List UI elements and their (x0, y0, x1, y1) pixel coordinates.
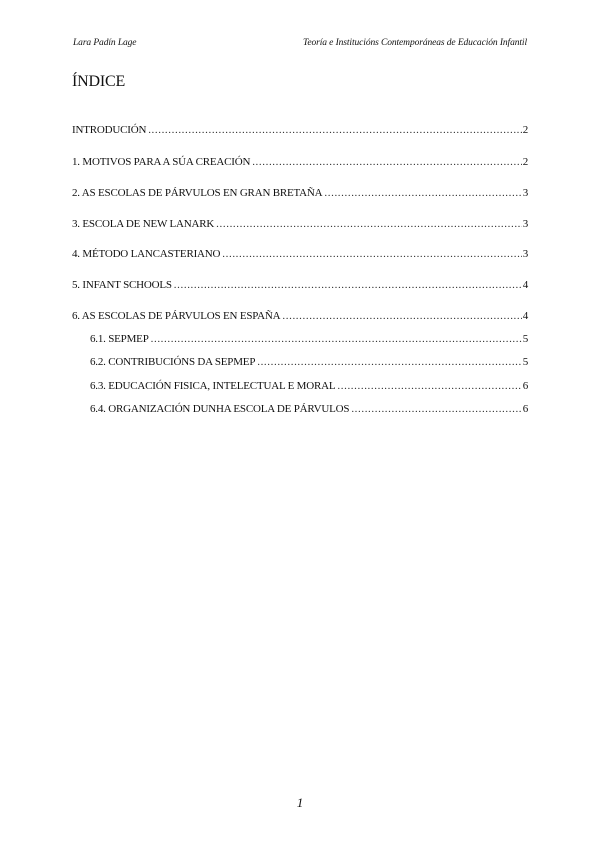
toc-leader-dots (252, 156, 521, 168)
toc-subentry[interactable] (90, 380, 528, 394)
toc-leader-dots (148, 124, 522, 136)
toc-entry-page: 3 (522, 187, 528, 199)
toc-subentry[interactable] (90, 356, 528, 370)
toc-entry-page: 5 (522, 356, 528, 368)
toc-leader-dots (337, 380, 521, 392)
toc-entry-page: 4 (522, 310, 528, 322)
toc-entry-label: INTRODUCIÓN (72, 124, 147, 136)
toc-leader-dots (174, 279, 522, 291)
toc-leader-dots (151, 333, 522, 345)
toc-entry-label: 6.4. ORGANIZACIÓN DUNHA ESCOLA DE PÁRVULOS (90, 403, 350, 415)
toc-entry-page: 6 (522, 403, 528, 415)
toc-subentry[interactable] (90, 403, 528, 417)
toc-entry-page: 2 (522, 156, 528, 168)
toc-entry-page: 3 (522, 218, 528, 230)
toc-entry[interactable] (72, 218, 528, 232)
toc-entry[interactable] (72, 310, 528, 324)
toc-entry-page: 5 (522, 333, 528, 345)
toc-entry-label: 6.2. CONTRIBUCIÓNS DA SEPMEP (90, 356, 256, 368)
toc-entry[interactable] (72, 187, 528, 201)
toc-entry-label: 5. INFANT SCHOOLS (72, 279, 172, 291)
toc-leader-dots (216, 218, 522, 230)
toc-leader-dots (257, 356, 521, 368)
toc-entry-label: 3. ESCOLA DE NEW LANARK (72, 218, 215, 230)
toc-entry-label: 6. AS ESCOLAS DE PÁRVULOS EN ESPAÑA (72, 310, 281, 322)
toc-title: ÍNDICE (72, 73, 126, 90)
toc-entry[interactable] (72, 279, 528, 293)
toc-leader-dots (324, 187, 521, 199)
toc-entry-page: 6 (522, 380, 528, 392)
page-number: 1 (296, 795, 304, 810)
toc-entry[interactable] (72, 156, 528, 170)
toc-entry-label: 2. AS ESCOLAS DE PÁRVULOS EN GRAN BRETAÑA (72, 187, 323, 199)
toc-entry-label: 4. MÉTODO LANCASTERIANO (72, 248, 221, 260)
toc-entry-label: 6.3. EDUCACIÓN FISICA, INTELECTUAL E MORAL (90, 380, 336, 392)
header-course-title: Teoría e Institucións Contemporáneas de Educación Infantil (303, 38, 527, 48)
toc-leader-dots (282, 310, 521, 322)
page-header (73, 38, 527, 54)
toc-leader-dots (351, 403, 521, 415)
toc-subentry[interactable] (90, 333, 528, 347)
toc-entry-page: 4 (522, 279, 528, 291)
header-author: Lara Padín Lage (73, 38, 137, 48)
toc-entry-page: 2 (522, 124, 528, 136)
toc-entry[interactable] (72, 248, 528, 262)
toc-entry-label: 6.1. SEPMEP (90, 333, 149, 345)
toc-entry[interactable] (72, 124, 528, 138)
toc-entry-page: 3 (522, 248, 528, 260)
toc-leader-dots (222, 248, 521, 260)
toc-entry-label: 1. MOTIVOS PARA A SÚA CREACIÓN (72, 156, 251, 168)
